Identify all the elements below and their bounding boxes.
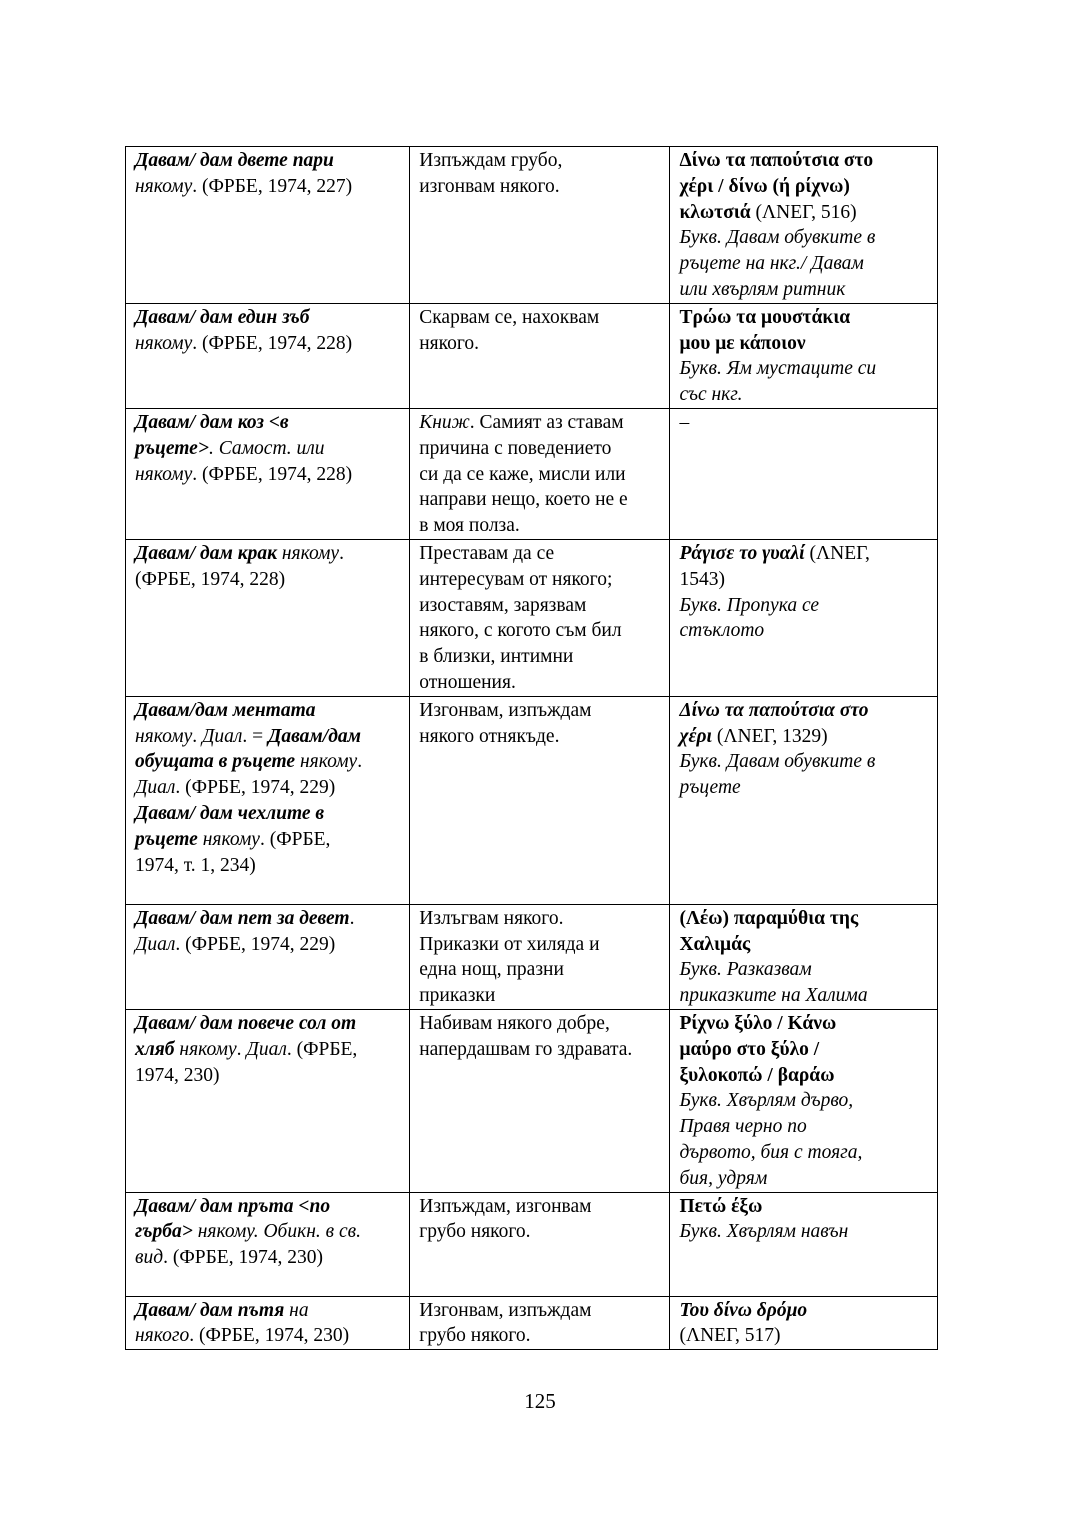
table-row bbox=[126, 147, 938, 304]
text-line bbox=[419, 593, 661, 619]
text-run: . (ФРБЕ, 1974, 230) bbox=[189, 1325, 350, 1347]
text-line bbox=[419, 1298, 661, 1324]
text-run: . bbox=[192, 725, 202, 747]
text-run: χέρι / δίνω (ή ρίχνω) bbox=[679, 175, 850, 197]
text-run: обущата в ръцете bbox=[135, 751, 296, 773]
text-line bbox=[135, 174, 401, 200]
greek-equivalent-cell bbox=[670, 147, 938, 304]
text-run: отношения. bbox=[419, 671, 516, 693]
greek-equivalent-cell bbox=[670, 1192, 938, 1296]
text-run: Букв. Ям мустаците си bbox=[679, 358, 877, 380]
text-run: (ФРБЕ, 1974, 228) bbox=[135, 568, 286, 590]
text-line bbox=[135, 1245, 401, 1271]
text-run: 1974, т. 1, 234) bbox=[135, 854, 256, 876]
text-run: някого bbox=[135, 1325, 190, 1347]
text-line bbox=[419, 305, 661, 331]
text-run: 1543) bbox=[679, 568, 725, 590]
text-run: изгонвам някого. bbox=[419, 175, 560, 197]
text-line bbox=[135, 1298, 401, 1324]
text-line bbox=[135, 436, 401, 462]
text-run: Ράγισε το γυαλί bbox=[679, 542, 805, 564]
text-line bbox=[679, 331, 929, 357]
text-line bbox=[419, 644, 661, 670]
text-run: Изпъждам, изгонвам bbox=[419, 1195, 592, 1217]
text-line bbox=[679, 1037, 929, 1063]
text-run: . (ФРБЕ, bbox=[259, 828, 331, 850]
text-run: някому bbox=[174, 1038, 237, 1060]
text-line bbox=[679, 698, 929, 724]
text-run: . bbox=[339, 542, 344, 564]
text-line bbox=[419, 670, 661, 696]
text-run: μου με κάποιον bbox=[679, 332, 806, 354]
text-run: Давам/дам bbox=[268, 725, 361, 747]
text-run: Давам/дам ментата bbox=[135, 699, 316, 721]
text-run: някого. bbox=[419, 332, 480, 354]
text-run: 1974, 230) bbox=[135, 1064, 220, 1086]
text-run: Скарвам се, нахоквам bbox=[419, 306, 600, 328]
text-line bbox=[679, 1219, 929, 1245]
text-line bbox=[135, 1037, 401, 1063]
text-line bbox=[679, 277, 929, 303]
text-run: някому bbox=[135, 725, 193, 747]
idiom-table-body bbox=[126, 147, 938, 1350]
text-line bbox=[679, 1194, 929, 1220]
text-run: Приказки от хиляда и bbox=[419, 933, 600, 955]
text-line bbox=[679, 1063, 929, 1089]
text-line bbox=[679, 1298, 929, 1324]
text-line bbox=[419, 1011, 661, 1037]
text-run: Набивам някого добре, bbox=[419, 1012, 610, 1034]
text-line bbox=[419, 513, 661, 539]
text-line bbox=[135, 1194, 401, 1220]
text-run: . bbox=[349, 907, 355, 929]
text-line bbox=[419, 462, 661, 488]
text-run: . bbox=[357, 751, 363, 773]
text-run: Χαλιμάς bbox=[679, 933, 751, 955]
text-run: бия, удрям bbox=[679, 1167, 768, 1189]
idiom-cell bbox=[126, 1192, 410, 1296]
text-line bbox=[419, 331, 661, 357]
text-run: Давам/ дам чехлите в bbox=[135, 802, 325, 824]
text-run: – bbox=[679, 411, 690, 433]
text-run: някому bbox=[135, 175, 193, 197]
meaning-cell bbox=[410, 147, 670, 304]
text-line bbox=[135, 749, 401, 775]
text-run: Давам/ дам пет за девет bbox=[135, 907, 350, 929]
text-run: Давам/ дам двете пари bbox=[135, 150, 334, 171]
text-run: дървото, бия с тояга, bbox=[679, 1141, 863, 1163]
text-line bbox=[419, 932, 661, 958]
text-run: направи нещо, което не е bbox=[419, 489, 628, 511]
text-line bbox=[679, 567, 929, 593]
text-run: гърба> bbox=[135, 1221, 193, 1243]
meaning-cell bbox=[410, 1009, 670, 1192]
meaning-cell bbox=[410, 408, 670, 539]
text-line bbox=[135, 567, 401, 593]
text-run: Преставам да се bbox=[419, 542, 555, 564]
text-run: в близки, интимни bbox=[419, 646, 574, 668]
text-run: със нкг. bbox=[679, 384, 743, 406]
text-run: напердашвам го здравата. bbox=[419, 1038, 633, 1060]
text-run: някому bbox=[135, 463, 193, 485]
text-run: вид bbox=[135, 1247, 164, 1269]
greek-equivalent-cell bbox=[670, 539, 938, 696]
text-line bbox=[135, 1323, 401, 1349]
text-line bbox=[135, 148, 401, 174]
text-run: си да се каже, мисли или bbox=[419, 463, 626, 485]
text-run: някому bbox=[276, 542, 340, 564]
greek-equivalent-cell bbox=[670, 303, 938, 408]
text-run: Ρίχνω ξύλο / Κάνω bbox=[679, 1012, 837, 1034]
idiom-cell bbox=[126, 408, 410, 539]
idiom-cell bbox=[126, 696, 410, 904]
text-run: Букв. Хвърлям дърво, bbox=[679, 1090, 854, 1112]
text-run: Диал bbox=[246, 1038, 287, 1060]
text-line bbox=[679, 906, 929, 932]
text-line bbox=[679, 724, 929, 750]
text-run: (Λέω) παραμύθια της bbox=[679, 907, 859, 929]
text-run: някого, с когото съм бил bbox=[419, 620, 622, 642]
text-run: Του δίνω δρόμο bbox=[679, 1299, 808, 1321]
text-line bbox=[419, 148, 661, 174]
text-run: грубо някого. bbox=[419, 1325, 531, 1347]
text-line bbox=[135, 462, 401, 488]
greek-equivalent-cell bbox=[670, 696, 938, 904]
table-row bbox=[126, 696, 938, 904]
text-run: Δίνω τα παπούτσια στο bbox=[679, 150, 874, 171]
text-run: . (ФРБЕ, 1974, 229) bbox=[175, 933, 336, 955]
text-run: . = bbox=[242, 725, 269, 747]
text-run: . Самост. или bbox=[208, 437, 325, 459]
text-line bbox=[419, 1219, 661, 1245]
text-line bbox=[679, 200, 929, 226]
text-line bbox=[135, 331, 401, 357]
text-run: . (ФРБЕ, 1974, 227) bbox=[192, 175, 353, 197]
text-line bbox=[419, 698, 661, 724]
table-row bbox=[126, 303, 938, 408]
text-run: Давам/ дам един зъб bbox=[135, 306, 310, 328]
text-run: изоставям, зарязвам bbox=[419, 594, 587, 616]
text-line bbox=[679, 382, 929, 408]
text-line bbox=[419, 724, 661, 750]
table-row bbox=[126, 1009, 938, 1192]
text-line bbox=[135, 541, 401, 567]
text-run: Букв. Давам обувките в bbox=[679, 751, 876, 773]
text-run: причина с поведението bbox=[419, 437, 612, 459]
text-run: някому bbox=[295, 751, 358, 773]
text-run: ръцете> bbox=[135, 437, 209, 459]
greek-equivalent-cell bbox=[670, 1296, 938, 1350]
text-run: Давам/ дам пътя bbox=[135, 1299, 285, 1321]
text-run: някого отнякъде. bbox=[419, 725, 560, 747]
text-line bbox=[135, 305, 401, 331]
text-line bbox=[419, 541, 661, 567]
text-run: приказките на Халима bbox=[679, 985, 868, 1007]
text-run: Букв. Хвърлям навън bbox=[679, 1221, 849, 1243]
text-line bbox=[679, 541, 929, 567]
text-line bbox=[135, 853, 401, 879]
text-run: μαύρο στο ξύλο / bbox=[679, 1038, 820, 1060]
text-run: . (ФРБЕ, bbox=[286, 1038, 358, 1060]
text-line bbox=[679, 1323, 929, 1349]
text-run: на bbox=[284, 1299, 309, 1321]
text-line bbox=[135, 827, 401, 853]
text-run: стъклото bbox=[679, 620, 765, 642]
text-line bbox=[135, 724, 401, 750]
table-row bbox=[126, 408, 938, 539]
text-run: (ΛΝΕΓ, 517) bbox=[679, 1325, 781, 1347]
meaning-cell bbox=[410, 1296, 670, 1350]
text-line bbox=[679, 749, 929, 775]
text-run: Изпъждам грубо, bbox=[419, 150, 563, 171]
text-run: или хвърлям ритник bbox=[679, 278, 846, 300]
text-line bbox=[135, 906, 401, 932]
text-run: . bbox=[236, 1038, 247, 1060]
idiom-cell bbox=[126, 147, 410, 304]
text-run: Изгонвам, изпъждам bbox=[419, 1299, 592, 1321]
text-run: . (ФРБЕ, 1974, 228) bbox=[192, 463, 353, 485]
text-line bbox=[419, 618, 661, 644]
text-run: (ΛΝΕΓ, 1329) bbox=[711, 725, 828, 747]
text-run: Букв. Разказвам bbox=[679, 959, 812, 981]
text-run: (ΛΝΕΓ, 516) bbox=[750, 201, 857, 223]
text-run: Книж bbox=[419, 411, 470, 433]
text-line bbox=[679, 356, 929, 382]
text-run: . Самият аз ставам bbox=[469, 411, 624, 433]
text-line bbox=[679, 1114, 929, 1140]
text-line bbox=[679, 410, 929, 436]
text-run: хляб bbox=[135, 1038, 175, 1060]
text-run: някому bbox=[135, 332, 193, 354]
text-line bbox=[135, 1063, 401, 1089]
idiom-table bbox=[125, 146, 938, 1350]
text-line bbox=[419, 174, 661, 200]
text-line bbox=[679, 932, 929, 958]
text-line bbox=[679, 251, 929, 277]
text-run: Диал bbox=[135, 777, 176, 799]
text-run: . (ФРБЕ, 1974, 230) bbox=[163, 1247, 323, 1269]
text-line bbox=[135, 1219, 401, 1245]
text-line bbox=[135, 932, 401, 958]
text-line bbox=[135, 1011, 401, 1037]
text-run: Давам/ дам пръта <по bbox=[135, 1195, 331, 1217]
text-run: Изгонвам, изпъждам bbox=[419, 699, 592, 721]
text-line bbox=[679, 775, 929, 801]
page-number: 125 bbox=[524, 1389, 556, 1413]
text-run: грубо някого. bbox=[419, 1221, 531, 1243]
text-line bbox=[679, 1011, 929, 1037]
text-line bbox=[679, 1088, 929, 1114]
text-run: Τρώω τα μουστάκια bbox=[679, 306, 851, 328]
text-run: Πετώ έξω bbox=[679, 1195, 763, 1217]
text-line bbox=[419, 436, 661, 462]
table-row bbox=[126, 1192, 938, 1296]
text-line bbox=[679, 174, 929, 200]
text-run: ръцете bbox=[679, 777, 741, 799]
text-line bbox=[679, 1140, 929, 1166]
idiom-cell bbox=[126, 1009, 410, 1192]
text-run: . (ФРБЕ, 1974, 229) bbox=[175, 777, 336, 799]
meaning-cell bbox=[410, 539, 670, 696]
text-run: някому bbox=[197, 828, 260, 850]
table-row bbox=[126, 904, 938, 1009]
text-run: Излъгвам някого. bbox=[419, 907, 564, 929]
text-run: Правя черно по bbox=[679, 1116, 807, 1138]
text-line bbox=[679, 1166, 929, 1192]
meaning-cell bbox=[410, 696, 670, 904]
text-run: Диал bbox=[201, 725, 243, 747]
text-run: χέρι bbox=[679, 725, 712, 747]
idiom-cell bbox=[126, 303, 410, 408]
text-run: приказки bbox=[419, 985, 496, 1007]
text-line bbox=[679, 957, 929, 983]
text-line bbox=[679, 148, 929, 174]
text-line bbox=[419, 567, 661, 593]
text-line bbox=[679, 225, 929, 251]
text-run: Давам/ дам повече сол от bbox=[135, 1012, 357, 1034]
text-line bbox=[419, 1194, 661, 1220]
text-line bbox=[679, 983, 929, 1009]
meaning-cell bbox=[410, 904, 670, 1009]
text-line bbox=[679, 593, 929, 619]
text-line bbox=[419, 1037, 661, 1063]
text-run: ръцете на нкг./ Давам bbox=[679, 253, 864, 275]
greek-equivalent-cell bbox=[670, 1009, 938, 1192]
text-line bbox=[419, 957, 661, 983]
text-line bbox=[135, 410, 401, 436]
text-run: Давам/ дам крак bbox=[135, 542, 277, 564]
idiom-cell bbox=[126, 1296, 410, 1350]
text-run: Диал bbox=[135, 933, 176, 955]
text-line bbox=[135, 775, 401, 801]
meaning-cell bbox=[410, 303, 670, 408]
text-line bbox=[419, 1323, 661, 1349]
text-line bbox=[135, 698, 401, 724]
text-run: някому. Обикн. в св. bbox=[192, 1221, 361, 1243]
table-row bbox=[126, 1296, 938, 1350]
text-line bbox=[419, 983, 661, 1009]
text-line bbox=[135, 801, 401, 827]
text-run: Букв. Давам обувките в bbox=[679, 227, 876, 249]
text-run: κλωτσιά bbox=[679, 201, 751, 223]
text-run: Давам/ дам коз <в bbox=[135, 411, 289, 433]
text-line bbox=[419, 487, 661, 513]
text-run: (ΛΝΕΓ, bbox=[804, 542, 870, 564]
text-run: . (ФРБЕ, 1974, 228) bbox=[192, 332, 353, 354]
text-run: ξυλοκοπώ / βαράω bbox=[679, 1064, 835, 1086]
text-line bbox=[419, 906, 661, 932]
text-line bbox=[679, 305, 929, 331]
text-run: ръцете bbox=[135, 828, 198, 850]
text-line bbox=[419, 410, 661, 436]
table-row bbox=[126, 539, 938, 696]
text-run: интересувам от някого; bbox=[419, 568, 613, 590]
greek-equivalent-cell bbox=[670, 904, 938, 1009]
idiom-cell bbox=[126, 904, 410, 1009]
text-run: в моя полза. bbox=[419, 515, 520, 537]
idiom-cell bbox=[126, 539, 410, 696]
text-run: една нощ, празни bbox=[419, 959, 564, 981]
meaning-cell bbox=[410, 1192, 670, 1296]
text-line bbox=[679, 618, 929, 644]
greek-equivalent-cell bbox=[670, 408, 938, 539]
text-run: Δίνω τα παπούτσια στο bbox=[679, 699, 869, 721]
text-run: Букв. Пропука се bbox=[679, 594, 820, 616]
